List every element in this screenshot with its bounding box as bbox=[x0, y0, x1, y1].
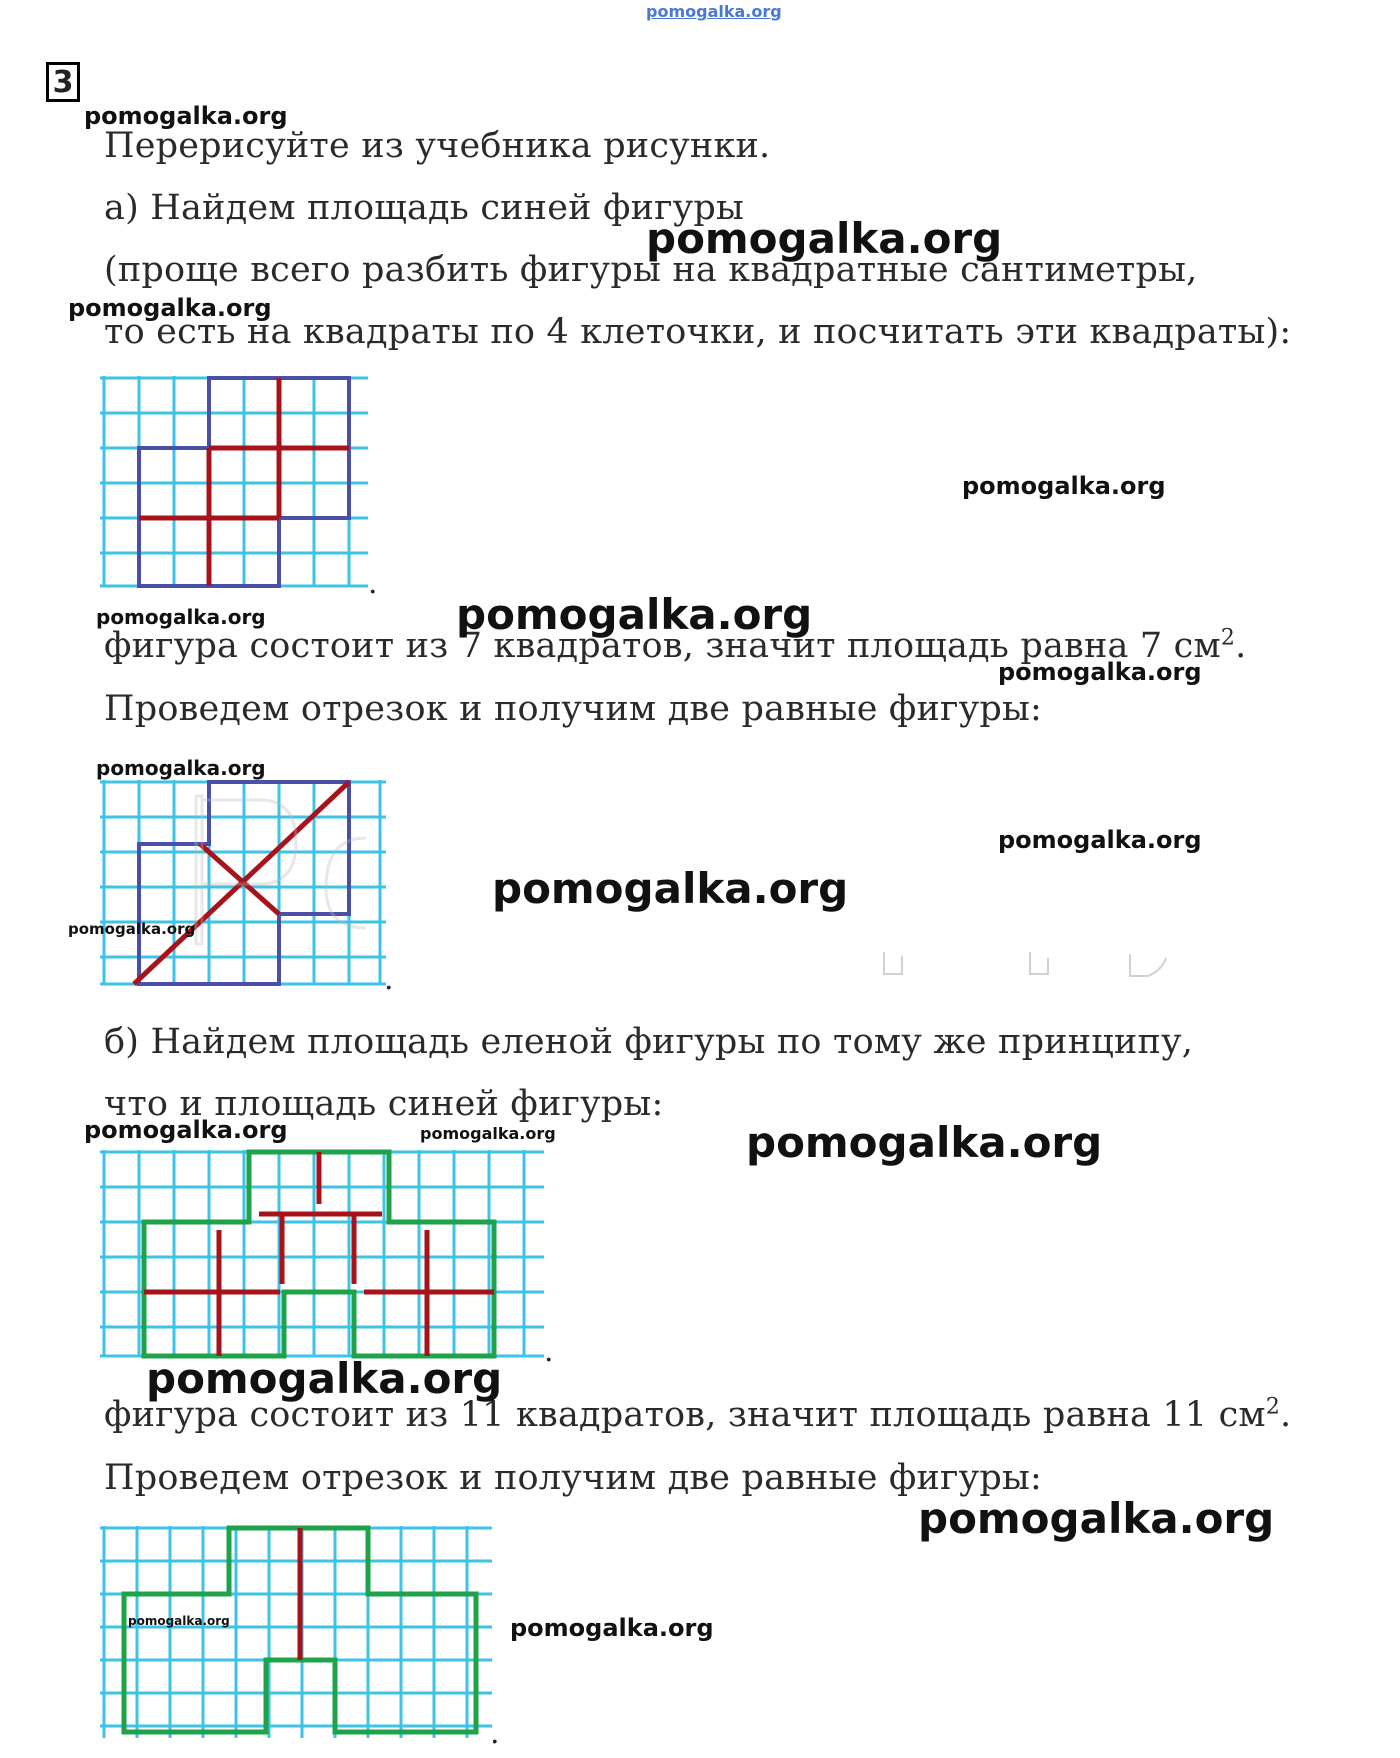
watermark-9: pomogalka.org bbox=[998, 826, 1202, 854]
part-a-result-text: фигура состоит из 7 квадратов, значит площадь равна 7 см bbox=[104, 626, 1221, 666]
watermark-14: pomogalka.org bbox=[746, 1118, 1103, 1167]
intro-line: Перерисуйте из учебника рисунки. bbox=[104, 126, 771, 166]
watermark-11: pomogalka.org bbox=[68, 920, 196, 938]
watermark-13: pomogalka.org bbox=[420, 1124, 556, 1143]
part-a-split: Проведем отрезок и получим две равные фигуры: bbox=[104, 689, 1043, 729]
watermark-6: pomogalka.org bbox=[456, 590, 813, 639]
watermark-2: pomogalka.org bbox=[646, 214, 1003, 263]
figure-a2-dot: . bbox=[384, 962, 394, 997]
figure-b-grid-lines bbox=[100, 1150, 544, 1356]
part-a-hint-2: то есть на квадраты по 4 клеточки, и посчитать эти квадраты): bbox=[104, 312, 1292, 352]
part-a-hint-1: (проще всего разбить фигуры на квадратные сантиметры, bbox=[104, 250, 1198, 290]
part-b-result-text: фигура состоит из 11 квадратов, значит площадь равна 11 см bbox=[104, 1395, 1266, 1435]
figure-b2-dot: . bbox=[490, 1716, 500, 1751]
watermark-7: pomogalka.org bbox=[998, 658, 1202, 686]
figure-b2-grid bbox=[100, 1524, 496, 1742]
top-watermark[interactable]: pomogalka.org bbox=[646, 2, 782, 21]
task-number-box: 3 bbox=[46, 62, 80, 102]
part-a-result-suffix: . bbox=[1235, 626, 1247, 666]
watermark-4: pomogalka.org bbox=[962, 472, 1166, 500]
figure-a2-grid bbox=[100, 778, 390, 988]
part-b-title-2: что и площадь синей фигуры: bbox=[104, 1084, 664, 1124]
watermark-17: pomogalka.org bbox=[128, 1614, 230, 1628]
figure-a-grid bbox=[100, 374, 372, 590]
faint-fragments bbox=[880, 950, 1170, 980]
part-b-title: б) Найдем площадь еленой фигуры по тому же принципу, bbox=[104, 1022, 1194, 1062]
watermark-1: pomogalka.org bbox=[84, 102, 288, 130]
watermark-15: pomogalka.org bbox=[146, 1354, 503, 1403]
figure-b-dot: . bbox=[544, 1334, 554, 1369]
watermark-18: pomogalka.org bbox=[510, 1614, 714, 1642]
watermark-3: pomogalka.org bbox=[68, 294, 272, 322]
watermark-5: pomogalka.org bbox=[96, 605, 266, 629]
part-b-result-sup: 2 bbox=[1265, 1394, 1281, 1420]
part-b-split: Проведем отрезок и получим две равные фигуры: bbox=[104, 1458, 1043, 1498]
figure-b-red-lines bbox=[144, 1152, 494, 1356]
figure-a-dot: . bbox=[368, 566, 378, 601]
figure-b2-grid-lines bbox=[100, 1526, 492, 1738]
watermark-12: pomogalka.org bbox=[84, 1116, 288, 1144]
watermark-8: pomogalka.org bbox=[96, 756, 266, 780]
watermark-10: pomogalka.org bbox=[492, 864, 849, 913]
watermark-16: pomogalka.org bbox=[918, 1494, 1275, 1543]
part-a-result-sup: 2 bbox=[1220, 625, 1236, 651]
figure-b-grid bbox=[100, 1148, 550, 1360]
part-b-result-suffix: . bbox=[1280, 1395, 1292, 1435]
part-a-title: а) Найдем площадь синей фигуры bbox=[104, 188, 745, 228]
